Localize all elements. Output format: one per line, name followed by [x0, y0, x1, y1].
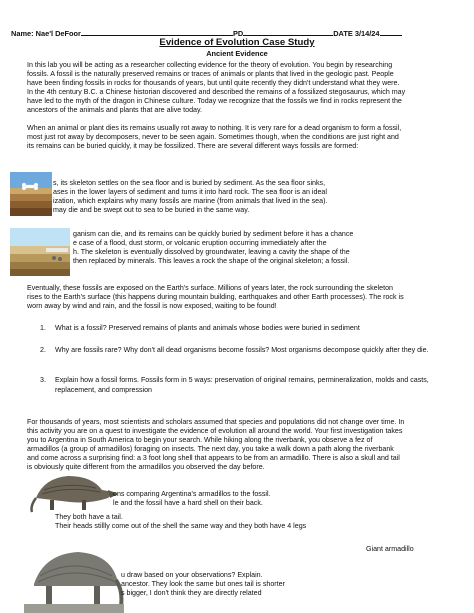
conclusion-line: ancestor. They look the same but ones tail is shorter [121, 580, 285, 589]
armadillo-photo [30, 468, 120, 514]
intro-line: ancestors of the animals and plants that are alive today. [27, 106, 202, 115]
comparison-paragraph [113, 490, 453, 508]
exposure-line: worn away by wind and rain, and the fossil is now exposed, waiting to be found! [27, 302, 277, 311]
comparison-line: ons comparing Argentina's armadillos to the fossil. [113, 490, 271, 498]
comparison-line: Their heads stillly come out of the shell the same way and they both have 4 legs [55, 522, 307, 531]
armadillo-line: is obviously quite different from the armadillos you observed the day before. [27, 463, 265, 472]
armadillo-line: you to Argentina in South America to begin your search. While hiking along the riverbank, you observe a fez of [27, 436, 373, 445]
question-answer: Explain how a fossil forms. Fossils form in 5 ways: preservation of original remains, permineralization, molds and casts, [55, 376, 429, 384]
formation-line: ization, which explains why many fossils are marine (from animals that lived in the sea). [53, 197, 328, 206]
formation-line: h. The skeleton is eventually dissolved by groundwater, leaving a cavity the shape of the [73, 248, 350, 257]
land-burial-diagram [10, 228, 70, 276]
armadillo-line: and come across a surprising find: a 3 foot long shell that appears to be from an armadillo. There is also a skull and tail [27, 454, 400, 463]
name-underline [81, 28, 233, 36]
date-label: DATE 3/14/24 [333, 29, 380, 38]
exposure-line: Eventually, these fossils are exposed on the Earth's surface. Millions of years later, the rock surrounding the skeleton [27, 284, 393, 292]
comparison-line: They both have a tail. [55, 513, 123, 521]
giant-armadillo-fossil-photo [24, 546, 124, 613]
question-answer: Why are fossils rare? Why don't all dead organisms become fossils? Most organisms decompose quickly after they die. [55, 346, 429, 354]
question-number: 3. [40, 376, 46, 384]
conclusion-paragraph [121, 571, 451, 598]
exposure-paragraph [27, 284, 457, 311]
formation-sea-paragraph [53, 179, 453, 215]
page-title: Evidence of Evolution Case Study [159, 37, 315, 48]
intro-paragraph [27, 61, 457, 116]
intro-line: have been finding fossils in rocks for thousands of years, but until quite recently they didn't understand what they were. [27, 79, 400, 88]
intro-line: have led to the myth of the dragon in Chinese culture. Today we recognize that the fossils we find in rocks represent the [27, 97, 402, 106]
page-subtitle: Ancient Evidence [206, 49, 268, 58]
giant-armadillo-caption: Giant armadillo [366, 545, 414, 553]
formation-line: e case of a flood, dust storm, or volcanic eruption occurring immediately after the [73, 239, 327, 248]
intro-line: In this lab you will be acting as a researcher collecting evidence for the theory of evolution. You begin by researching [27, 61, 393, 69]
intro-line: fossils. A fossil is the naturally preserved remains or traces of animals or plants that lived in the geologic past. People [27, 70, 394, 79]
armadillo-line: this activity you are on a quest to investigate the evidence of evolution all around the world. Your first investigation takes [27, 427, 403, 436]
formation-line: ganism can die, and its remains can be quickly buried by sediment before it has a chance [73, 230, 354, 238]
sea-floor-burial-diagram [10, 172, 52, 216]
decomposition-line: most just rot away by decomposers, never to be seen again. Sometimes though, when the conditions are just right and [27, 133, 399, 142]
pd-underline [243, 28, 333, 36]
intro-line: In the 4th century B.C. a Chinese historian discovered and described the remains of a fossilized stegosaurus, which may [27, 88, 406, 97]
conclusion-line: s bigger, I don't think they are directly related [121, 589, 262, 598]
armadillo-line: For thousands of years, most scientists and scholars assumed that species and populations did not change over time. In [27, 418, 405, 426]
decomposition-line: When an animal or plant dies its remains usually rot away to nothing. It is very rare for a dead organism to form a fossil, [27, 124, 402, 132]
conclusion-line: u draw based on your observations? Explain. [121, 571, 263, 579]
formation-line: ases in the lower layers of sediment and turns it into hard rock. The sea floor is an ideal [53, 188, 327, 197]
pd-label: PD [232, 29, 244, 38]
question-answer: What is a fossil? Preserved remains of plants and animals whose bodies were buried in sediment [55, 324, 360, 332]
comparison-line: le and the fossil have a hard shell on their back. [113, 499, 263, 508]
date-underline [380, 28, 402, 36]
armadillo-paragraph [27, 418, 457, 473]
comparison-answer [55, 513, 455, 531]
formation-line: s, its skeleton settles on the sea floor and is buried by sediment. As the sea floor sinks, [53, 179, 326, 187]
formation-line: then replaced by minerals. This leaves a rock the shape of the original skeleton; a fossil. [73, 257, 350, 266]
decomposition-line: its remains can be buried quickly, it may be fossilized. There are several different ways fossils are formed: [27, 142, 359, 151]
formation-land-paragraph [73, 230, 458, 266]
question-answer-continued: replacement, and compression [55, 386, 152, 394]
exposure-line: rises to the Earth's surface (this happens during mountain building, earthquakes and other Earth processes). The rock is [27, 293, 404, 302]
formation-line: may die and be swept out to sea to be buried in the same way. [53, 206, 250, 215]
decomposition-paragraph [27, 124, 457, 151]
question-number: 2. [40, 346, 46, 354]
armadillo-line: armadillos (a group of armadillos) foraging on insects. The next day, you take a walk down a path along the riverbank [27, 445, 394, 454]
question-number: 1. [40, 324, 46, 332]
name-label: Name: Nae'l DeFoor [11, 29, 81, 38]
